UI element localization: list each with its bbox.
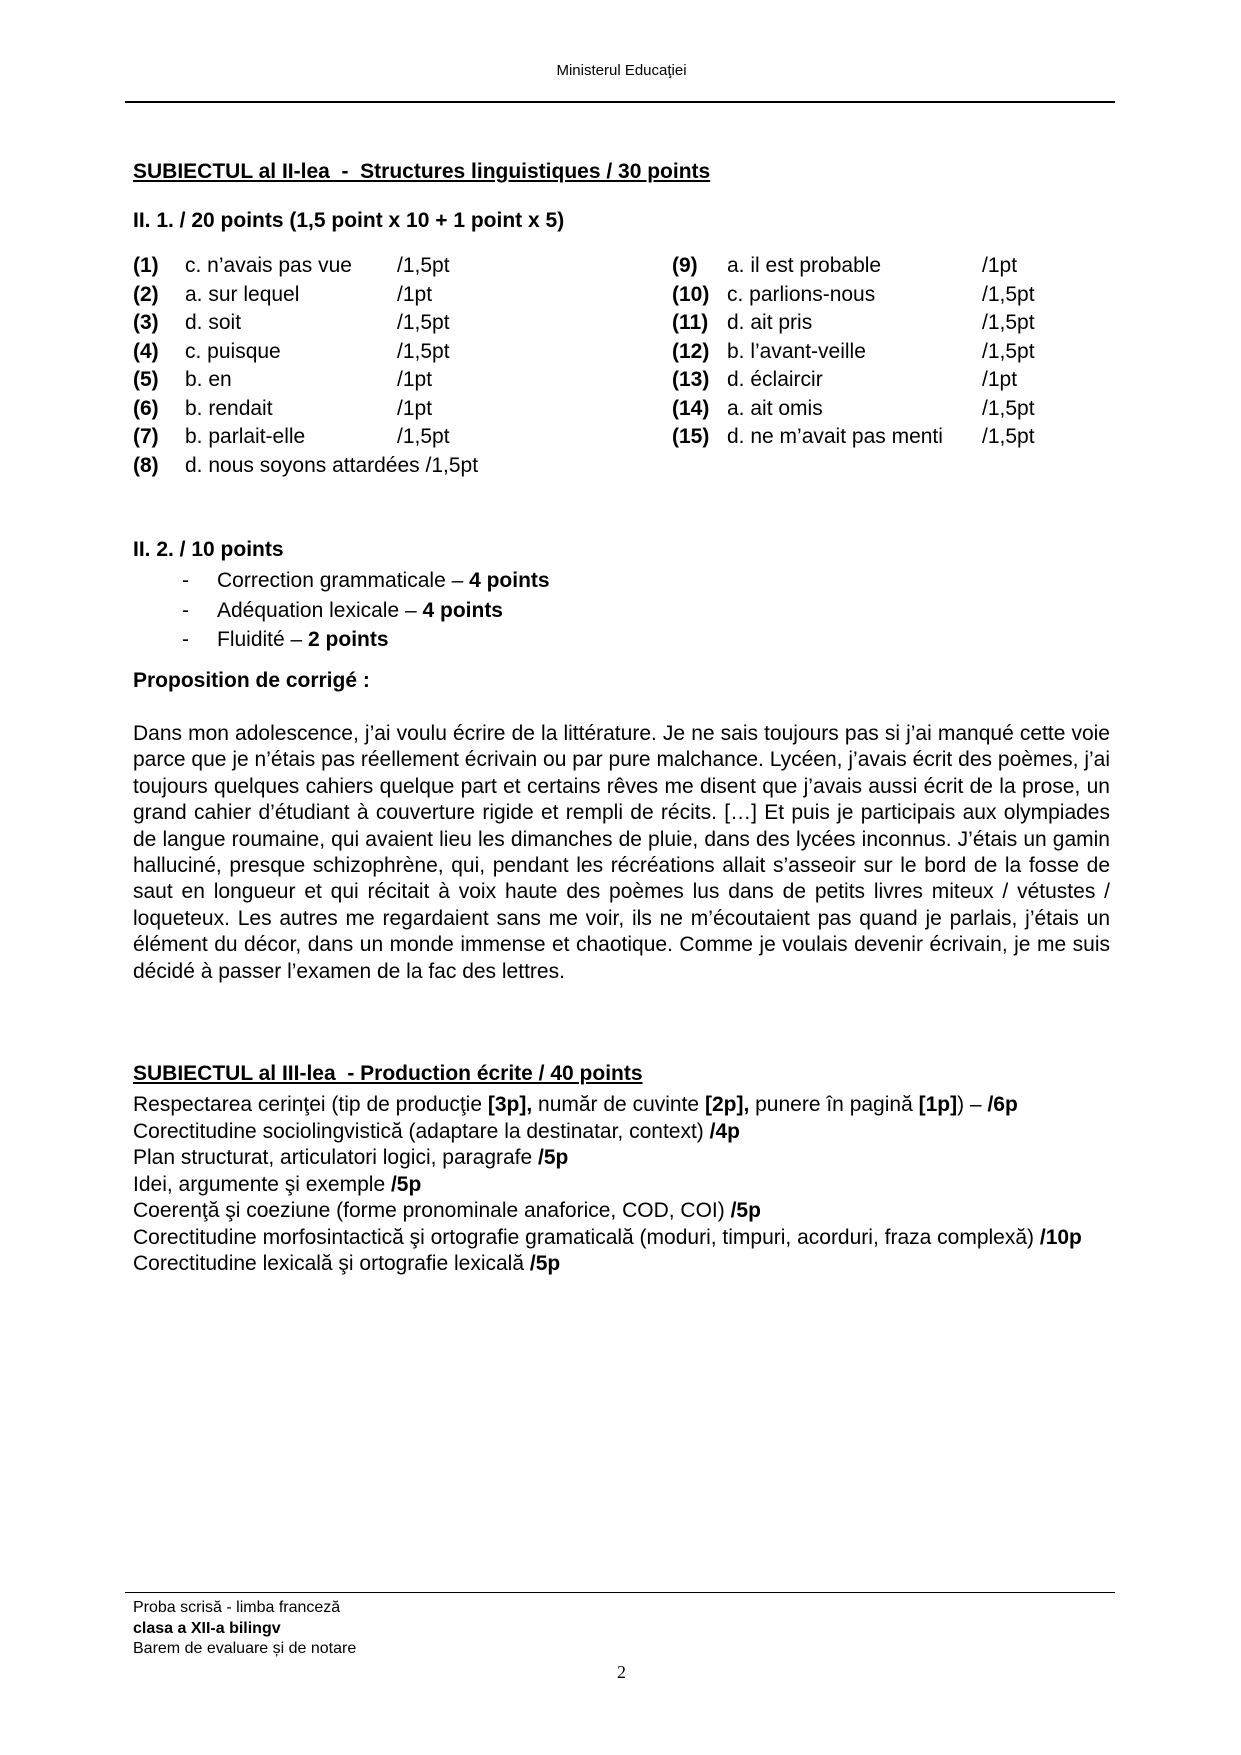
criteria-label — [217, 566, 550, 596]
subject2-part1-heading: II. 1. / 20 points (1,5 point x 10 + 1 point x 5) — [133, 209, 565, 232]
answer-row-5 — [133, 366, 672, 395]
page-number: 2 — [617, 1662, 626, 1682]
subject3-criteria — [133, 1092, 1110, 1278]
ministry-header: Ministerul Educaţiei — [556, 62, 687, 79]
answer-row-11 — [672, 309, 1110, 338]
answer-number: (12) — [672, 339, 710, 363]
answer-text: c. n’avais pas vue — [185, 254, 352, 277]
criteria-label-text: Correction grammaticale – — [217, 569, 470, 592]
answer-points: /1pt — [982, 368, 1018, 391]
answer-row-7 — [133, 423, 672, 452]
answer-number: (10) — [672, 282, 710, 306]
answer-row-1 — [133, 252, 672, 281]
answer-text: a. sur lequel — [185, 282, 300, 306]
dash-bullet: - — [182, 628, 189, 651]
answer-row-9 — [672, 252, 1110, 281]
answer-number: (14) — [672, 396, 710, 420]
answer-text: d. ait pris — [727, 311, 813, 334]
answer-text: c. parlions-nous — [727, 282, 876, 306]
answer-row-2 — [133, 281, 672, 310]
answer-number: (7) — [133, 425, 159, 448]
answer-number: (1) — [133, 254, 159, 277]
criteria-points: 4 points — [469, 569, 550, 592]
answer-points: /1pt — [397, 368, 433, 391]
dash-bullet: - — [182, 569, 189, 592]
answer-text: b. parlait-elle — [185, 425, 306, 448]
answer-text: d. nous soyons attardées — [185, 453, 426, 477]
subject3-line-morphosyntax: Corectitudine morfosintactică şi ortografie gramaticală (moduri, timpuri, acorduri, fraza complexă) /10p — [133, 1225, 1082, 1249]
criteria-points: 4 points — [422, 598, 503, 622]
answer-text: a. il est probable — [727, 254, 882, 277]
answer-number: (15) — [672, 425, 710, 448]
criteria-points: 2 points — [308, 628, 389, 651]
answer-number: (3) — [133, 311, 159, 334]
answer-column-right — [672, 252, 1110, 480]
answer-points: /1,5pt — [982, 282, 1035, 306]
dash-bullet: - — [182, 598, 189, 622]
answer-points: /1,5pt — [397, 425, 450, 448]
subject3-line-coherence: Coerenţă şi coeziune (forme pronominale anaforice, COD, COI) /5p — [133, 1199, 761, 1223]
answer-points: /1pt — [397, 282, 433, 306]
answer-points: /1,5pt — [397, 311, 450, 334]
answer-text: a. ait omis — [727, 396, 823, 420]
footer-class: clasa a XII-a bilingv — [133, 1619, 281, 1637]
header-rule — [125, 101, 1115, 103]
answer-points: /1,5pt — [982, 425, 1035, 448]
answer-text: c. puisque — [185, 339, 281, 363]
answer-number: (6) — [133, 396, 159, 420]
answer-row-13 — [672, 366, 1110, 395]
subject3-line-lexical: Corectitudine lexicală şi ortografie lexicală /5p — [133, 1252, 561, 1276]
answer-number: (8) — [133, 453, 159, 477]
answer-number: (11) — [672, 311, 709, 334]
answer-number: (13) — [672, 368, 710, 391]
answer-number: (2) — [133, 282, 159, 306]
answer-points: /1,5pt — [397, 254, 450, 277]
answer-row-10 — [672, 281, 1110, 310]
answer-text: b. en — [185, 368, 232, 391]
criteria-list — [133, 566, 1110, 655]
subject3-title: SUBIECTUL al III-lea - Production écrite / 40 points — [133, 1062, 643, 1085]
answer-text: d. éclaircir — [727, 368, 823, 391]
criteria-item-fluency — [133, 625, 1110, 655]
answer-row-15 — [672, 423, 1110, 452]
proposition-heading: Proposition de corrigé : — [133, 669, 370, 692]
answer-row-14 — [672, 395, 1110, 424]
subject3-line-sociolinguistic: Corectitudine sociolingvistică (adaptare la destinatar, context) /4p — [133, 1119, 740, 1143]
footer-doc-type: Barem de evaluare și de notare — [133, 1640, 357, 1657]
answer-row-4 — [133, 338, 672, 367]
subject3-line-plan: Plan structurat, articulatori logici, paragrafe /5p — [133, 1146, 569, 1170]
answer-column-left — [133, 252, 672, 480]
footer — [133, 1598, 1110, 1660]
answer-key — [133, 252, 1110, 480]
criteria-item-lexical — [133, 596, 1110, 626]
answer-text: d. ne m’avait pas menti — [727, 425, 943, 448]
answer-points: /1,5pt — [982, 339, 1035, 363]
footer-rule — [125, 1592, 1115, 1593]
criteria-label — [217, 596, 503, 626]
criteria-item-grammar — [133, 566, 1110, 596]
answer-row-6 — [133, 395, 672, 424]
answer-number: (9) — [672, 254, 698, 277]
subject3-line-ideas: Idei, argumente şi exemple /5p — [133, 1172, 422, 1196]
answer-text: d. soit — [185, 311, 242, 334]
footer-exam-type: Proba scrisă - limba franceză — [133, 1599, 341, 1616]
answer-points: /1,5pt — [982, 396, 1035, 420]
subject2-title: SUBIECTUL al II-lea - Structures linguistiques / 30 points — [133, 160, 711, 183]
answer-points: /1pt — [397, 396, 433, 420]
answer-points: /1,5pt — [397, 339, 450, 363]
proposition-text: Dans mon adolescence, j’ai voulu écrire de la littérature. Je ne sais toujours pas si j’ai manqué cette voie parce que je n’étais pas réellement écrivain ou par pure malchance. Lycéen, j’avais écrit des poèmes, j’ai toujours quelques cahiers quelque part et certains rêves me disent que j’avais aussi écrit de la prose, un grand cahier d’étudiant à couverture rigide et rempli de récits. […] Et puis je participais aux olympiades de langue roumaine, qui avaient lieu les dimanches de pluie, dans des lycées inconnus. J’étais un gamin halluciné, presque schizophrène, qui, pendant les récréations allait s’asseoir sur le bord de la fosse de saut en longueur et qui récitait à voix haute des poèmes lus dans de petits livres miteux / vétustes / loqueteux. Les autres me regardaient sans me voir, ils ne m’écoutaient pas quand je parlais, j’étais un élément du décor, dans un monde immense et chaotique. Comme je voulais devenir écrivain, je me suis décidé à passer l’examen de la fac des lettres. — [133, 722, 1110, 983]
answer-number: (4) — [133, 339, 159, 363]
answer-points: /1,5pt — [425, 453, 479, 477]
answer-row-8 — [133, 452, 672, 481]
answer-points: /1,5pt — [982, 311, 1035, 334]
answer-row-3 — [133, 309, 672, 338]
answer-number: (5) — [133, 368, 159, 391]
answer-row-12 — [672, 338, 1110, 367]
criteria-label — [217, 625, 389, 655]
subject3-line-respect: Respectarea cerinţei (tip de producţie [3p], număr de cuvinte [2p], punere în pagină [1p]) – /6p — [133, 1093, 1018, 1116]
answer-text: b. l’avant-veille — [727, 339, 866, 363]
answer-points: /1pt — [982, 254, 1018, 277]
subject2-part2-heading: II. 2. / 10 points — [133, 538, 284, 561]
criteria-label-text: Adéquation lexicale – — [217, 598, 423, 622]
criteria-label-text: Fluidité – — [217, 628, 309, 651]
answer-text: b. rendait — [185, 396, 273, 420]
